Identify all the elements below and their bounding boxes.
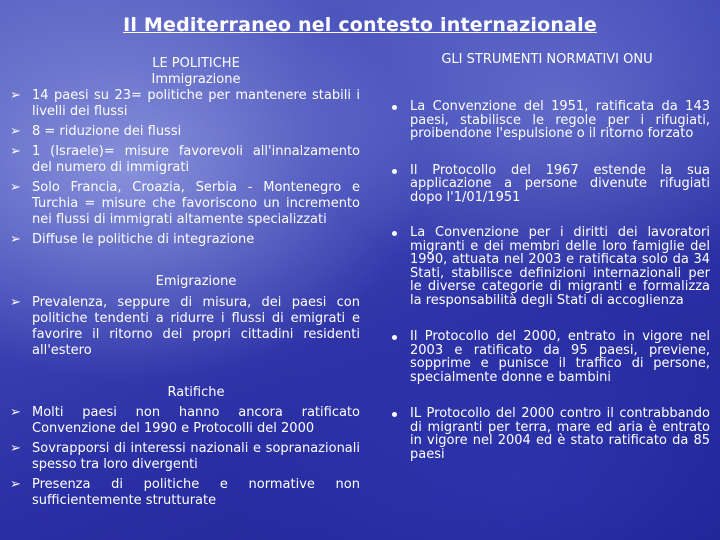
arrow-bullet-icon: ➢ xyxy=(10,124,21,139)
page-title: Il Mediterraneo nel contesto internazionale xyxy=(123,14,597,36)
list-immigrazione xyxy=(10,88,360,248)
arrow-bullet-icon: ➢ xyxy=(10,180,21,195)
list-emigrazione xyxy=(10,295,360,359)
list-item-text: La Convenzione per i diritti dei lavoratori migranti e dei membri delle loro famiglie del 1990, attuata nel 2003 e ratificata solo da 34 Stati, stabilisce definizioni internazionali per le diverse categorie di migranti e formalizza la responsabilità degli Stati di accoglienza xyxy=(410,225,710,308)
list-item-text: Prevalenza, seppure di misura, dei paesi con politiche tendenti a ridurre i flussi di emigrati e favorire il ritorno dei propri cittadini residenti all'estero xyxy=(32,295,360,358)
list-item xyxy=(10,477,360,509)
section-heading-immigrazione: Immigrazione xyxy=(151,72,241,87)
list-item xyxy=(384,100,710,141)
list-item-text: 1 (Israele)= misure favorevoli all'innalzamento del numero di immigrati xyxy=(32,144,360,175)
list-item xyxy=(384,330,710,384)
list-item-text: Presenza di politiche e normative non sufficientemente strutturate xyxy=(32,477,360,508)
arrow-bullet-icon: ➢ xyxy=(10,477,21,492)
arrow-bullet-icon: ➢ xyxy=(10,144,21,159)
dot-bullet-icon xyxy=(392,231,397,236)
list-item xyxy=(384,407,710,461)
list-item-text: La Convenzione del 1951, ratificata da 143 paesi, stabilisce le regole per i rifugiati, proibendone l'espulsione o il ritorno forzato xyxy=(410,99,710,141)
right-column-strumenti xyxy=(384,52,710,461)
left-heading: LE POLITICHE xyxy=(152,56,240,71)
list-item-text: 14 paesi su 23= politiche per mantenere stabili i livelli dei flussi xyxy=(32,88,360,119)
list-item xyxy=(10,144,360,176)
dot-bullet-icon xyxy=(392,335,397,340)
list-strumenti xyxy=(384,100,710,461)
arrow-bullet-icon: ➢ xyxy=(10,88,21,103)
list-item-text: Il Protocollo del 2000, entrato in vigore nel 2003 e ratificato da 95 paesi, previene, sopprime e punisce il traffico di persone, specialmente donne e bambini xyxy=(410,329,710,385)
list-item-text: Molti paesi non hanno ancora ratificato Convenzione del 1990 e Protocolli del 2000 xyxy=(32,405,360,436)
dot-bullet-icon xyxy=(392,105,397,110)
dot-bullet-icon xyxy=(392,169,397,174)
list-item xyxy=(10,124,360,140)
list-item-text: Solo Francia, Croazia, Serbia - Montenegro e Turchia = misure che favoriscono un incremento nei flussi di immigrati altamente specializzati xyxy=(32,180,360,227)
list-item xyxy=(10,180,360,228)
list-item xyxy=(10,405,360,437)
list-item-text: 8 = riduzione dei flussi xyxy=(32,124,182,139)
list-item xyxy=(10,88,360,120)
right-heading: GLI STRUMENTI NORMATIVI ONU xyxy=(441,52,653,67)
list-item xyxy=(10,441,360,473)
list-item-text: Diffuse le politiche di integrazione xyxy=(32,232,255,247)
list-item-text: Il Protocollo del 1967 estende la sua applicazione a persone divenute rifugiati dopo l'1/01/1951 xyxy=(410,162,710,205)
list-item xyxy=(384,164,710,205)
section-heading-emigrazione: Emigrazione xyxy=(155,274,237,289)
list-item xyxy=(10,232,360,248)
arrow-bullet-icon: ➢ xyxy=(10,295,21,310)
dot-bullet-icon xyxy=(392,412,397,417)
section-heading-ratifiche: Ratifiche xyxy=(167,385,225,400)
list-item xyxy=(384,226,710,307)
list-item xyxy=(10,295,360,359)
arrow-bullet-icon: ➢ xyxy=(10,232,21,247)
left-column-politiche xyxy=(10,54,360,509)
list-item-text: IL Protocollo del 2000 contro il contrabbando di migranti per terra, mare ed aria è entrato in vigore nel 2004 ed è stato ratificato da 85 paesi xyxy=(410,406,710,462)
arrow-bullet-icon: ➢ xyxy=(10,441,21,456)
arrow-bullet-icon: ➢ xyxy=(10,405,21,420)
list-ratifiche xyxy=(10,405,360,509)
list-item-text: Sovrapporsi di interessi nazionali e sopranazionali spesso tra loro divergenti xyxy=(32,441,360,472)
